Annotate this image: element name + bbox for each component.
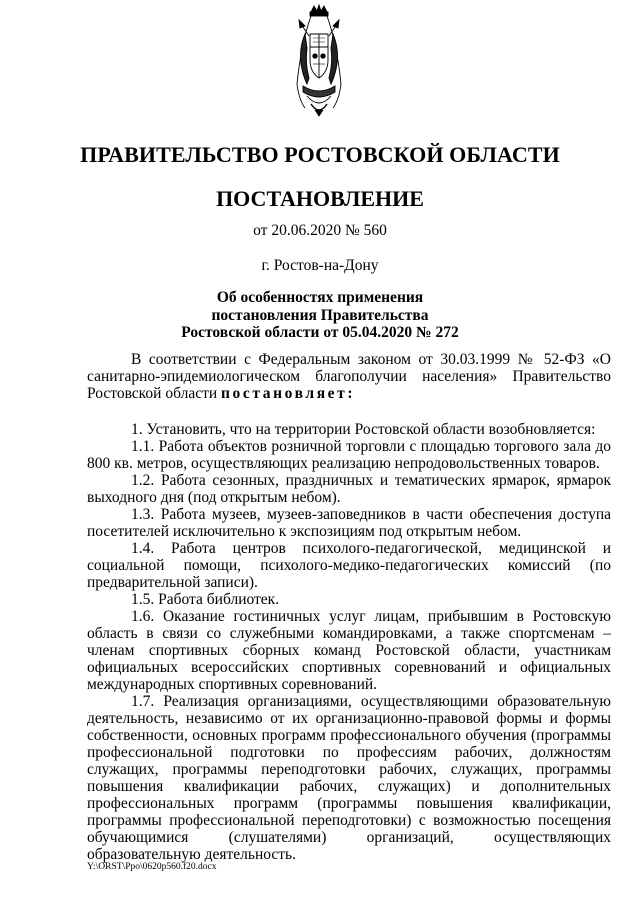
decree-item: 1.4. Работа центров психолого-педагогической, медицинской и социальной помощи, психолого-медико-педагогических комиссий (по предварительной записи). (87, 540, 611, 591)
decree-item: 1. Установить, что на территории Ростовской области возобновляется: (131, 421, 596, 438)
decree-item: 1.7. Реализация организациями, осуществляющими образовательную деятельность, независимо от их организационно-правовой формы и формы собственности, основных программ профессионального обучения (программы профессиональной подготовки по профессиям рабочих, должностям служащих, программы переподготовки рабочих, служащих, программы повышения квалификации рабочих, служащих) и дополнительных профессиональных программ (программы повышения квалификации, программы профессиональной переподготовки) с возможностью посещения обучающимися (слушателями) организаций, осуществляющих образовательную деятельность. (87, 693, 611, 863)
decree-item: 1.2. Работа сезонных, праздничных и тематических ярмарок, ярмарок выходного дня (под открытым небом). (87, 472, 611, 506)
subject-line: Ростовской области от 05.04.2020 № 272 (181, 324, 459, 341)
decree-item: 1.5. Работа библиотек. (131, 591, 280, 608)
decree-item: 1.3. Работа музеев, музеев-заповедников в части обеспечения доступа посетителей исключительно к экспозициям под открытым небом. (87, 506, 611, 540)
preamble (87, 351, 611, 402)
decree-item: 1.6. Оказание гостиничных услуг лицам, прибывшим в Ростовскую область в связи со служебными командировками, а также спортсменам – членам спортивных сборных команд Ростовской области, участникам официальных всероссийских спортивных соревнований и официальных международных спортивных соревнований. (87, 608, 611, 693)
preamble-text: В соответствии с Федеральным законом от 30.03.1999 № 52-ФЗ «О санитарно-эпидемиологическом благополучии населения» Правительство Ростовской области (87, 351, 611, 402)
file-path-footer: Y:\ORST\Ppo\0620p560.f20.docx (87, 862, 217, 872)
decree-word: постановляет: (221, 385, 356, 402)
document-date-number: от 20.06.2020 № 560 (253, 222, 387, 239)
subject-line: постановления Правительства (211, 306, 429, 324)
decree-item: 1.1. Работа объектов розничной торговли с площадью торгового зала до 800 кв. метров, осуществляющих реализацию непродовольственных товаров. (87, 438, 611, 472)
document-type: ПОСТАНОВЛЕНИЕ (216, 186, 424, 211)
document-city: г. Ростов-на-Дону (261, 257, 379, 274)
subject-line: Об особенностях применения (216, 289, 424, 306)
government-title: ПРАВИТЕЛЬСТВО РОСТОВСКОЙ ОБЛАСТИ (80, 142, 560, 167)
preamble-paragraph (87, 351, 611, 402)
decree-items (87, 421, 611, 863)
document-subject (0, 289, 640, 342)
coat-of-arms-emblem (291, 4, 347, 118)
